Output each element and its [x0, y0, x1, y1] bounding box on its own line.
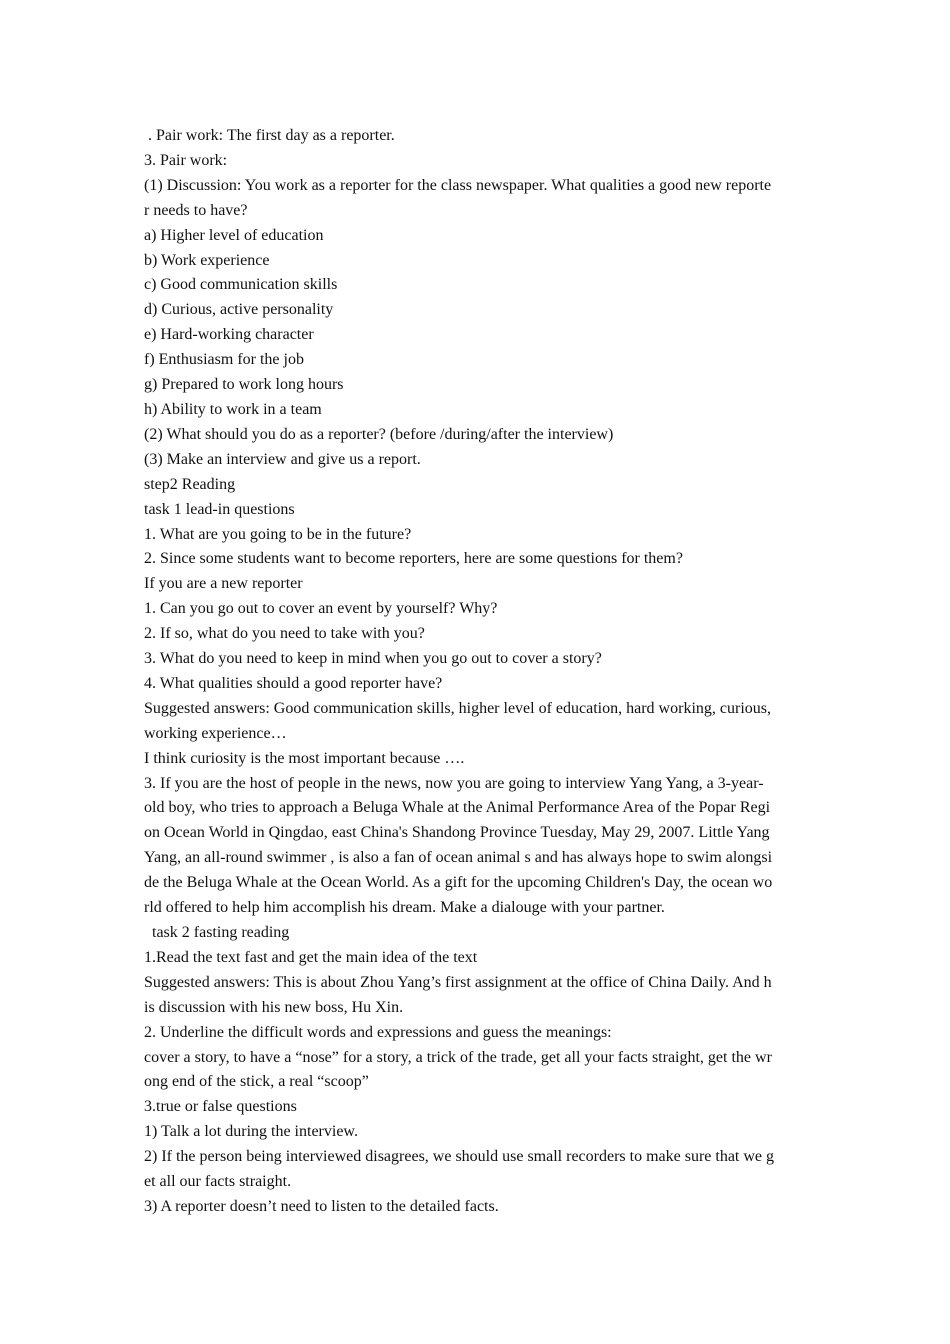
text-line: . Pair work: The first day as a reporter. [144, 127, 395, 144]
text-line: Yang, an all-round swimmer , is also a fan of ocean animal s and has always hope to swim alongsi [144, 849, 773, 867]
text-line: h) Ability to work in a team [144, 400, 322, 418]
text-line: 3. If you are the host of people in the news, now you are going to interview Yang Yang, a 3-year- [144, 774, 764, 792]
task-heading: task 1 lead-in questions [144, 500, 295, 518]
text-line: 1.Read the text fast and get the main idea of the text [144, 948, 478, 966]
text-line: 1. Can you go out to cover an event by yourself? Why? [144, 600, 498, 618]
text-line: c) Good communication skills [144, 276, 338, 294]
text-line: ong end of the stick, a real “scoop” [144, 1073, 369, 1091]
text-line: old boy, who tries to approach a Beluga Whale at the Animal Performance Area of the Popar Regi [144, 799, 771, 817]
text-line: 3. What do you need to keep in mind when you go out to cover a story? [144, 650, 602, 668]
text-line: g) Prepared to work long hours [144, 376, 344, 394]
text-line: Suggested answers: Good communication skills, higher level of education, hard working, curious, [144, 699, 771, 717]
text-line: 2. If so, what do you need to take with you? [144, 625, 425, 643]
text-line: e) Hard-working character [144, 326, 314, 344]
text-line: (3) Make an interview and give us a report. [144, 450, 421, 468]
section-heading: step2 Reading [144, 475, 236, 493]
text-line: I think curiosity is the most important because …. [144, 749, 465, 767]
text-line: rld offered to help him accomplish his dream. Make a dialouge with your partner. [144, 899, 665, 917]
text-line: de the Beluga Whale at the Ocean World. As a gift for the upcoming Children's Day, the ocean wo [144, 874, 773, 892]
text-line: is discussion with his new boss, Hu Xin. [144, 998, 404, 1016]
text-line: 1. What are you going to be in the future? [144, 525, 412, 543]
text-line: 3) A reporter doesn’t need to listen to the detailed facts. [144, 1197, 499, 1215]
text-line: 2. Underline the difficult words and expressions and guess the meanings: [144, 1023, 612, 1041]
text-line: Suggested answers: This is about Zhou Yang’s first assignment at the office of China Daily. And h [144, 973, 772, 991]
text-line: on Ocean World in Qingdao, east China's Shandong Province Tuesday, May 29, 2007. Little Yang [144, 824, 770, 842]
text-line: r needs to have? [144, 201, 248, 219]
text-line: (2) What should you do as a reporter? (before /during/after the interview) [144, 425, 614, 443]
text-line: 4. What qualities should a good reporter have? [144, 674, 443, 692]
text-line: a) Higher level of education [144, 226, 324, 244]
task-heading: task 2 fasting reading [144, 924, 290, 941]
text-line: 3. Pair work: [144, 151, 228, 169]
text-line: working experience… [144, 724, 287, 742]
document-page [144, 124, 808, 1220]
text-line: (1) Discussion: You work as a reporter for the class newspaper. What qualities a good new reporte [144, 176, 772, 194]
text-line: 2. Since some students want to become reporters, here are some questions for them? [144, 550, 683, 568]
text-line: f) Enthusiasm for the job [144, 351, 304, 369]
text-line: b) Work experience [144, 251, 270, 269]
text-line: et all our facts straight. [144, 1173, 292, 1191]
text-line: If you are a new reporter [144, 575, 303, 593]
text-line: d) Curious, active personality [144, 301, 334, 319]
text-line: 2) If the person being interviewed disagrees, we should use small recorders to make sure that we g [144, 1148, 775, 1166]
text-line: 1) Talk a lot during the interview. [144, 1123, 358, 1141]
text-line: cover a story, to have a “nose” for a story, a trick of the trade, get all your facts straight, get the wr [144, 1048, 772, 1066]
text-line: 3.true or false questions [144, 1098, 297, 1116]
